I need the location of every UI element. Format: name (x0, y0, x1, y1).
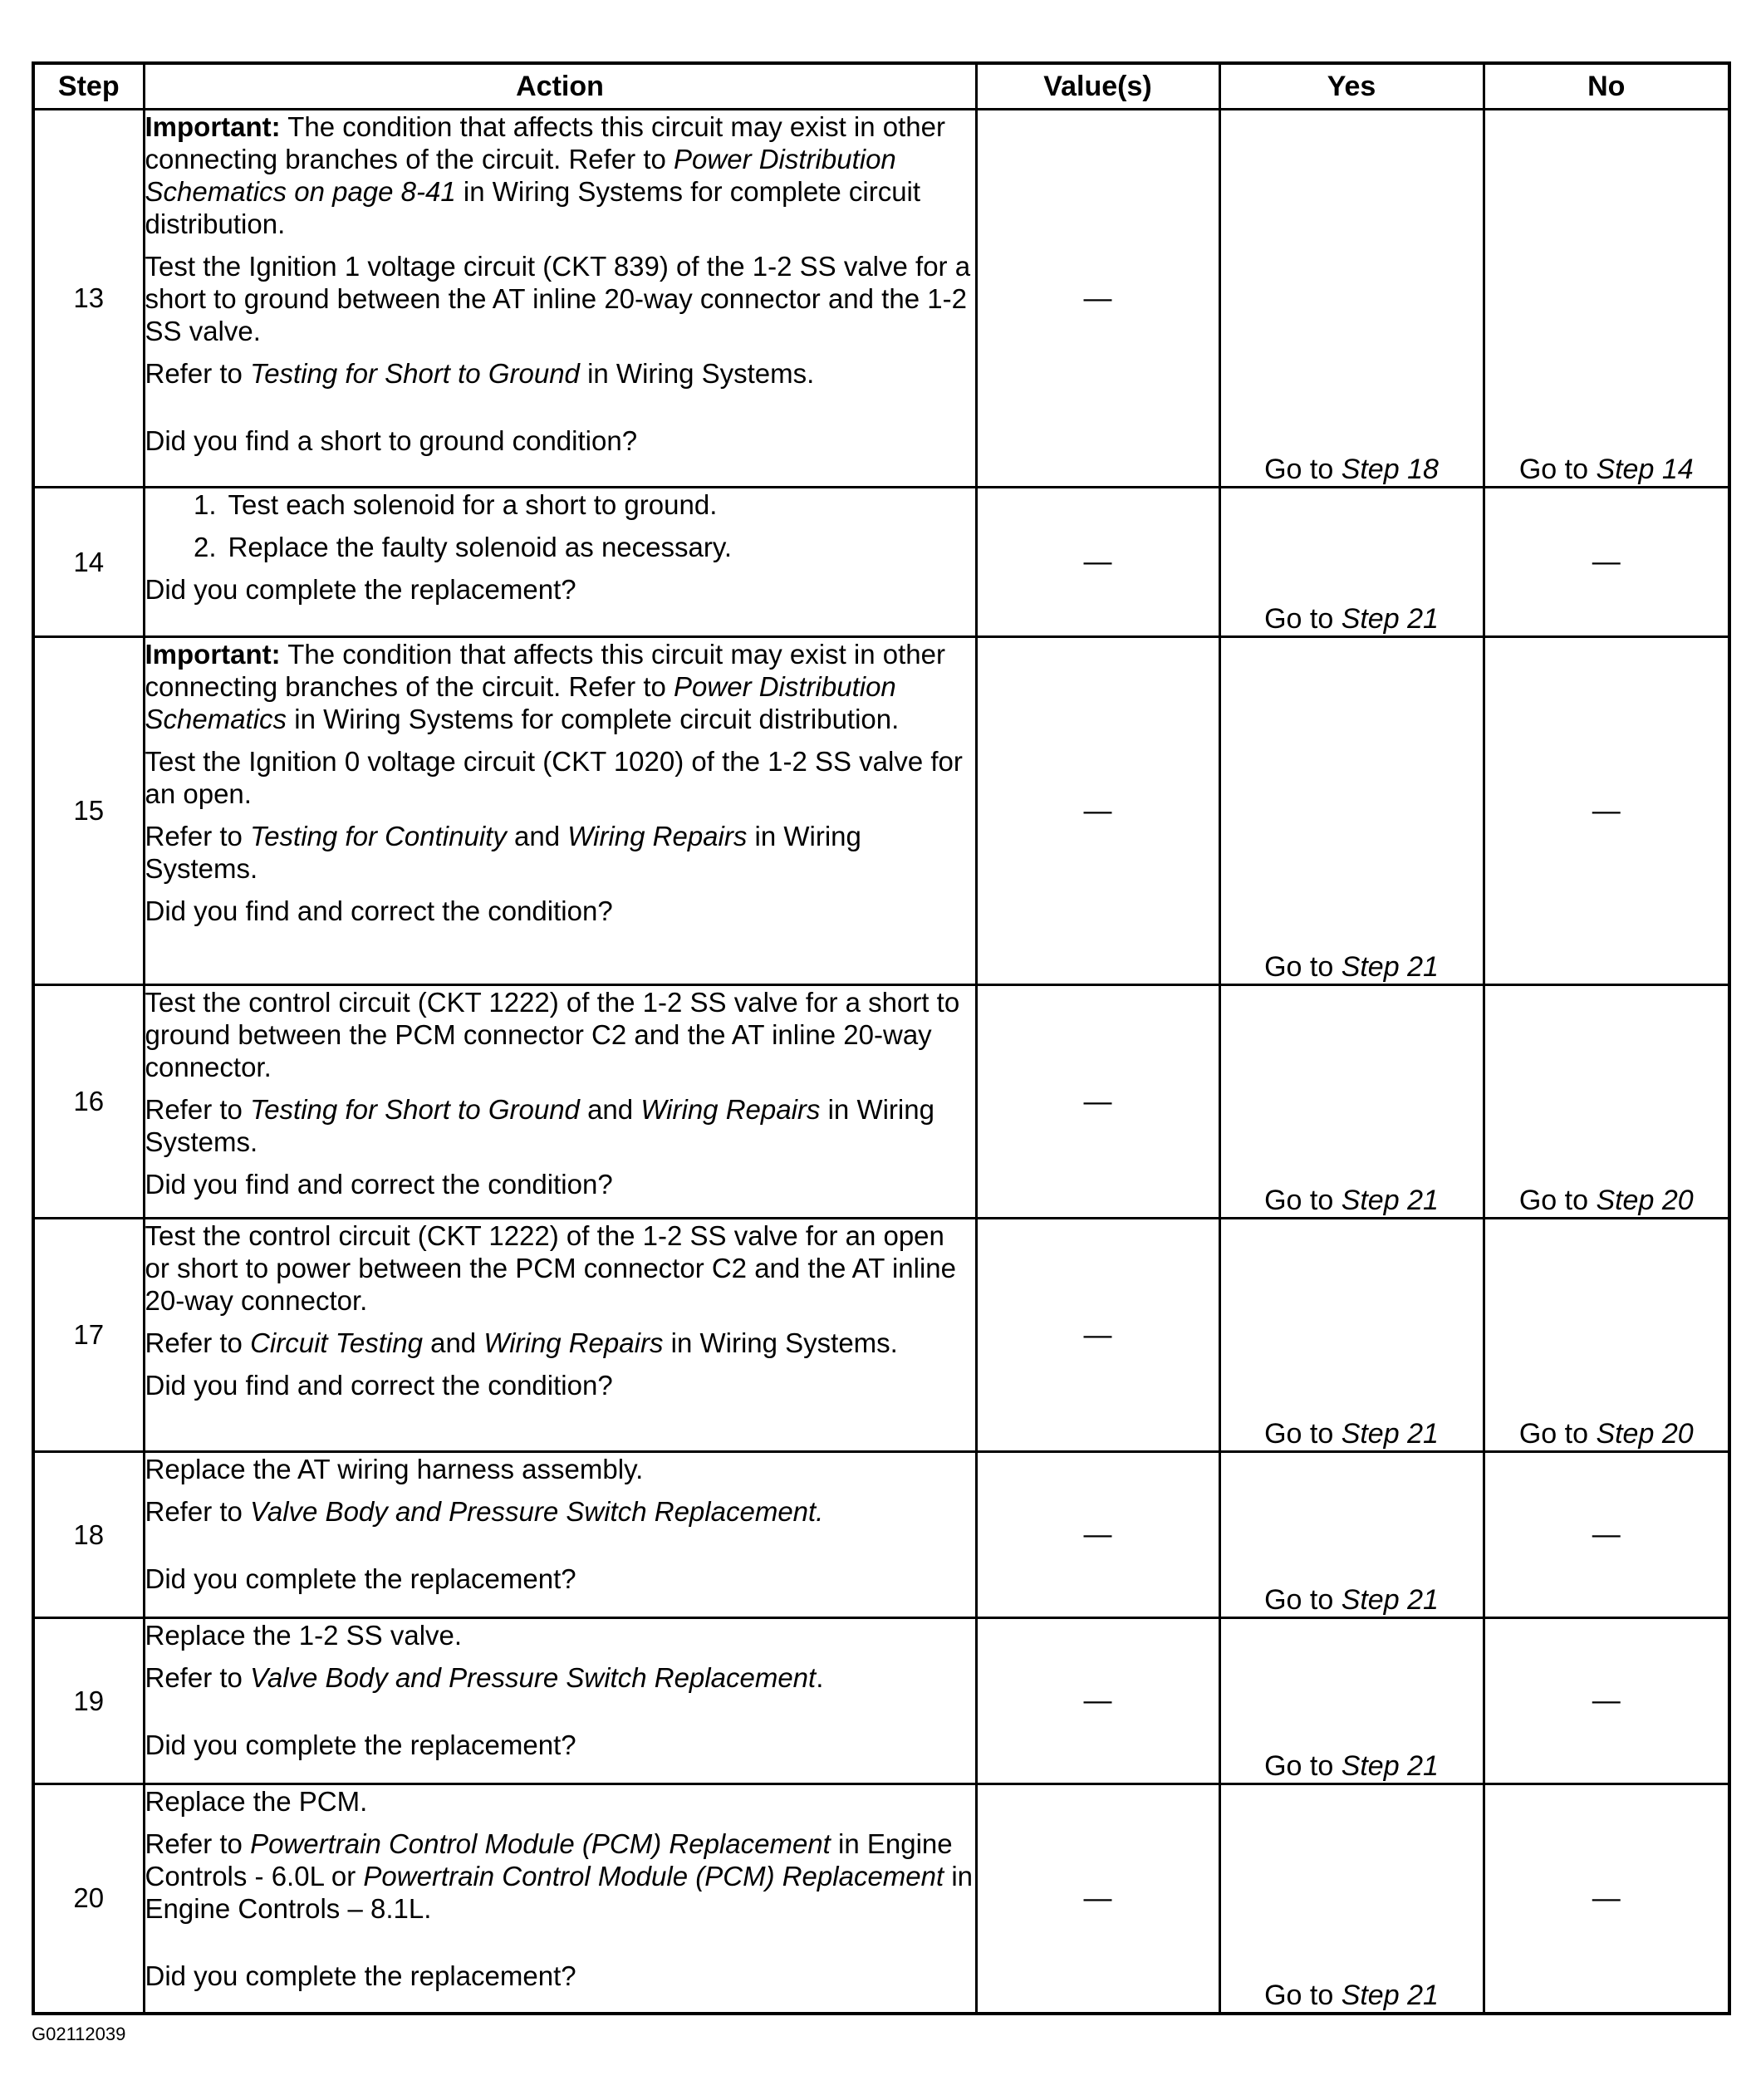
value-cell: — (976, 1784, 1219, 2014)
action-cell (144, 1784, 976, 2014)
action-cell (144, 488, 976, 637)
yes-step-link: Step 21 (1341, 1584, 1439, 1616)
refer-instruction: Refer to Circuit Testing and Wiring Repairs in Wiring Systems. (145, 1327, 898, 1358)
value-cell: — (976, 985, 1219, 1219)
link-reference: Powertrain Control Module (PCM) Replacement (250, 1828, 831, 1859)
question: Did you complete the replacement? (145, 1730, 576, 1760)
value-cell: — (976, 1219, 1219, 1452)
table-row-step-15 (33, 637, 1729, 985)
link-reference: Testing for Short to Ground (250, 358, 580, 389)
header-action: Action (144, 63, 976, 110)
action-cell (144, 110, 976, 488)
no-cell: Go to Step 20 (1484, 985, 1729, 1219)
list-item: 2. Replace the faulty solenoid as necessary. (193, 532, 733, 562)
diagnostic-table (32, 61, 1731, 2015)
no-step-link: Step 20 (1596, 1418, 1694, 1450)
step-number: 20 (33, 1784, 144, 2014)
link-reference: Wiring Repairs (483, 1327, 664, 1358)
no-cell: — (1484, 1452, 1729, 1618)
yes-step-link: Step 21 (1341, 1418, 1439, 1450)
no-cell: — (1484, 1618, 1729, 1784)
refer-instruction: Refer to Testing for Short to Ground and Wiring Repairs in Wiring Systems. (145, 1094, 934, 1157)
value-cell: — (976, 110, 1219, 488)
value-cell: — (976, 1452, 1219, 1618)
question: Did you find and correct the condition? (145, 1169, 613, 1200)
yes-step-link: Step 21 (1341, 951, 1439, 983)
link-reference: Power Distribution Schematics (145, 671, 896, 734)
link-reference: Circuit Testing (250, 1327, 423, 1358)
yes-step-link: Step 21 (1341, 1185, 1439, 1216)
question: Did you find and correct the condition? (145, 1370, 613, 1401)
important-note: Important: The condition that affects this circuit may exist in other connecting branches of the circuit. Refer to Power Distribution Schematics on page 8-41 in Wiring Systems for complete circuit distribution. (145, 111, 945, 239)
link-reference: Testing for Short to Ground (250, 1094, 580, 1125)
refer-instruction: Refer to Powertrain Control Module (PCM) Replacement in Engine Controls - 6.0L or Powertrain Control Module (PCM) Replacement in Engine Controls – 8.1L. (145, 1828, 974, 1924)
header-step: Step (33, 63, 144, 110)
step-number: 19 (33, 1618, 144, 1784)
value-cell: — (976, 1618, 1219, 1784)
no-cell: — (1484, 488, 1729, 637)
header-row (33, 63, 1729, 110)
important-label: Important: (145, 111, 281, 142)
yes-cell: Go to Step 21 (1219, 488, 1484, 637)
replace-instruction: Replace the 1-2 SS valve. (145, 1620, 463, 1651)
yes-cell: Go to Step 21 (1219, 637, 1484, 985)
header-yes: Yes (1219, 63, 1484, 110)
step-number: 16 (33, 985, 144, 1219)
list-item: 1. Test each solenoid for a short to ground. (193, 489, 718, 520)
value-cell: — (976, 637, 1219, 985)
yes-cell: Go to Step 21 (1219, 985, 1484, 1219)
table-row-step-19 (33, 1618, 1729, 1784)
action-cell (144, 1452, 976, 1618)
header-no: No (1484, 63, 1729, 110)
important-label: Important: (145, 639, 281, 670)
important-note: Important: The condition that affects this circuit may exist in other connecting branches of the circuit. Refer to Power Distribution Schematics in Wiring Systems for complete circuit distribution. (145, 639, 945, 734)
value-cell: — (976, 488, 1219, 637)
link-reference: Power Distribution Schematics on page 8-41 (145, 144, 896, 207)
table-row-step-18 (33, 1452, 1729, 1618)
yes-cell: Go to Step 21 (1219, 1618, 1484, 1784)
yes-step-link: Step 21 (1341, 1979, 1439, 2011)
replace-instruction: Replace the PCM. (145, 1786, 368, 1817)
table-row-step-13 (33, 110, 1729, 488)
no-step-link: Step 20 (1596, 1185, 1694, 1216)
step-number: 13 (33, 110, 144, 488)
step-number: 17 (33, 1219, 144, 1452)
question: Did you complete the replacement? (145, 1563, 576, 1594)
step-number: 18 (33, 1452, 144, 1618)
no-cell: Go to Step 20 (1484, 1219, 1729, 1452)
test-instruction: Test the control circuit (CKT 1222) of the 1-2 SS valve for a short to ground between the PCM connector C2 and the AT inline 20-way connector. (145, 987, 960, 1082)
refer-instruction: Refer to Valve Body and Pressure Switch Replacement. (145, 1662, 824, 1693)
table-row-step-14 (33, 488, 1729, 637)
test-instruction: Test the Ignition 1 voltage circuit (CKT 839) of the 1-2 SS valve for a short to ground between the AT inline 20-way connector and the 1-2 SS valve. (145, 251, 971, 346)
replace-instruction: Replace the AT wiring harness assembly. (145, 1454, 644, 1484)
link-reference: Wiring Repairs (567, 821, 748, 851)
question: Did you complete the replacement? (145, 574, 576, 605)
yes-step-link: Step 21 (1341, 603, 1439, 635)
refer-instruction: Refer to Valve Body and Pressure Switch Replacement. (145, 1496, 824, 1527)
yes-step-link: Step 21 (1341, 1750, 1439, 1782)
header-values: Value(s) (976, 63, 1219, 110)
link-reference: Wiring Repairs (640, 1094, 821, 1125)
step-number: 15 (33, 637, 144, 985)
refer-instruction: Refer to Testing for Continuity and Wiring Repairs in Wiring Systems. (145, 821, 861, 884)
no-cell: — (1484, 637, 1729, 985)
link-reference: Valve Body and Pressure Switch Replacement. (250, 1496, 824, 1527)
yes-cell: Go to Step 21 (1219, 1219, 1484, 1452)
action-cell (144, 1219, 976, 1452)
question: Did you find and correct the condition? (145, 895, 613, 926)
link-reference: Valve Body and Pressure Switch Replacement (250, 1662, 817, 1693)
no-cell: — (1484, 1784, 1729, 2014)
link-reference: Powertrain Control Module (PCM) Replacement (363, 1861, 944, 1891)
test-instruction: Test the control circuit (CKT 1222) of the 1-2 SS valve for an open or short to power between the PCM connector C2 and the AT inline 20-way connector. (145, 1220, 956, 1316)
action-cell (144, 985, 976, 1219)
yes-cell: Go to Step 18 (1219, 110, 1484, 488)
yes-step-link: Step 18 (1341, 454, 1439, 485)
question: Did you complete the replacement? (145, 1960, 576, 1991)
table-row-step-17 (33, 1219, 1729, 1452)
test-instruction: Test the Ignition 0 voltage circuit (CKT 1020) of the 1-2 SS valve for an open. (145, 746, 963, 809)
link-reference: Testing for Continuity (250, 821, 507, 851)
question: Did you find a short to ground condition? (145, 425, 638, 456)
table-row-step-20 (33, 1784, 1729, 2014)
action-cell (144, 1618, 976, 1784)
yes-cell: Go to Step 21 (1219, 1784, 1484, 2014)
no-cell: Go to Step 14 (1484, 110, 1729, 488)
figure-code: G02112039 (32, 2024, 126, 2044)
yes-cell: Go to Step 21 (1219, 1452, 1484, 1618)
refer-instruction: Refer to Testing for Short to Ground in Wiring Systems. (145, 358, 815, 389)
table-row-step-16 (33, 985, 1729, 1219)
step-number: 14 (33, 488, 144, 637)
no-step-link: Step 14 (1596, 454, 1694, 485)
action-cell (144, 637, 976, 985)
